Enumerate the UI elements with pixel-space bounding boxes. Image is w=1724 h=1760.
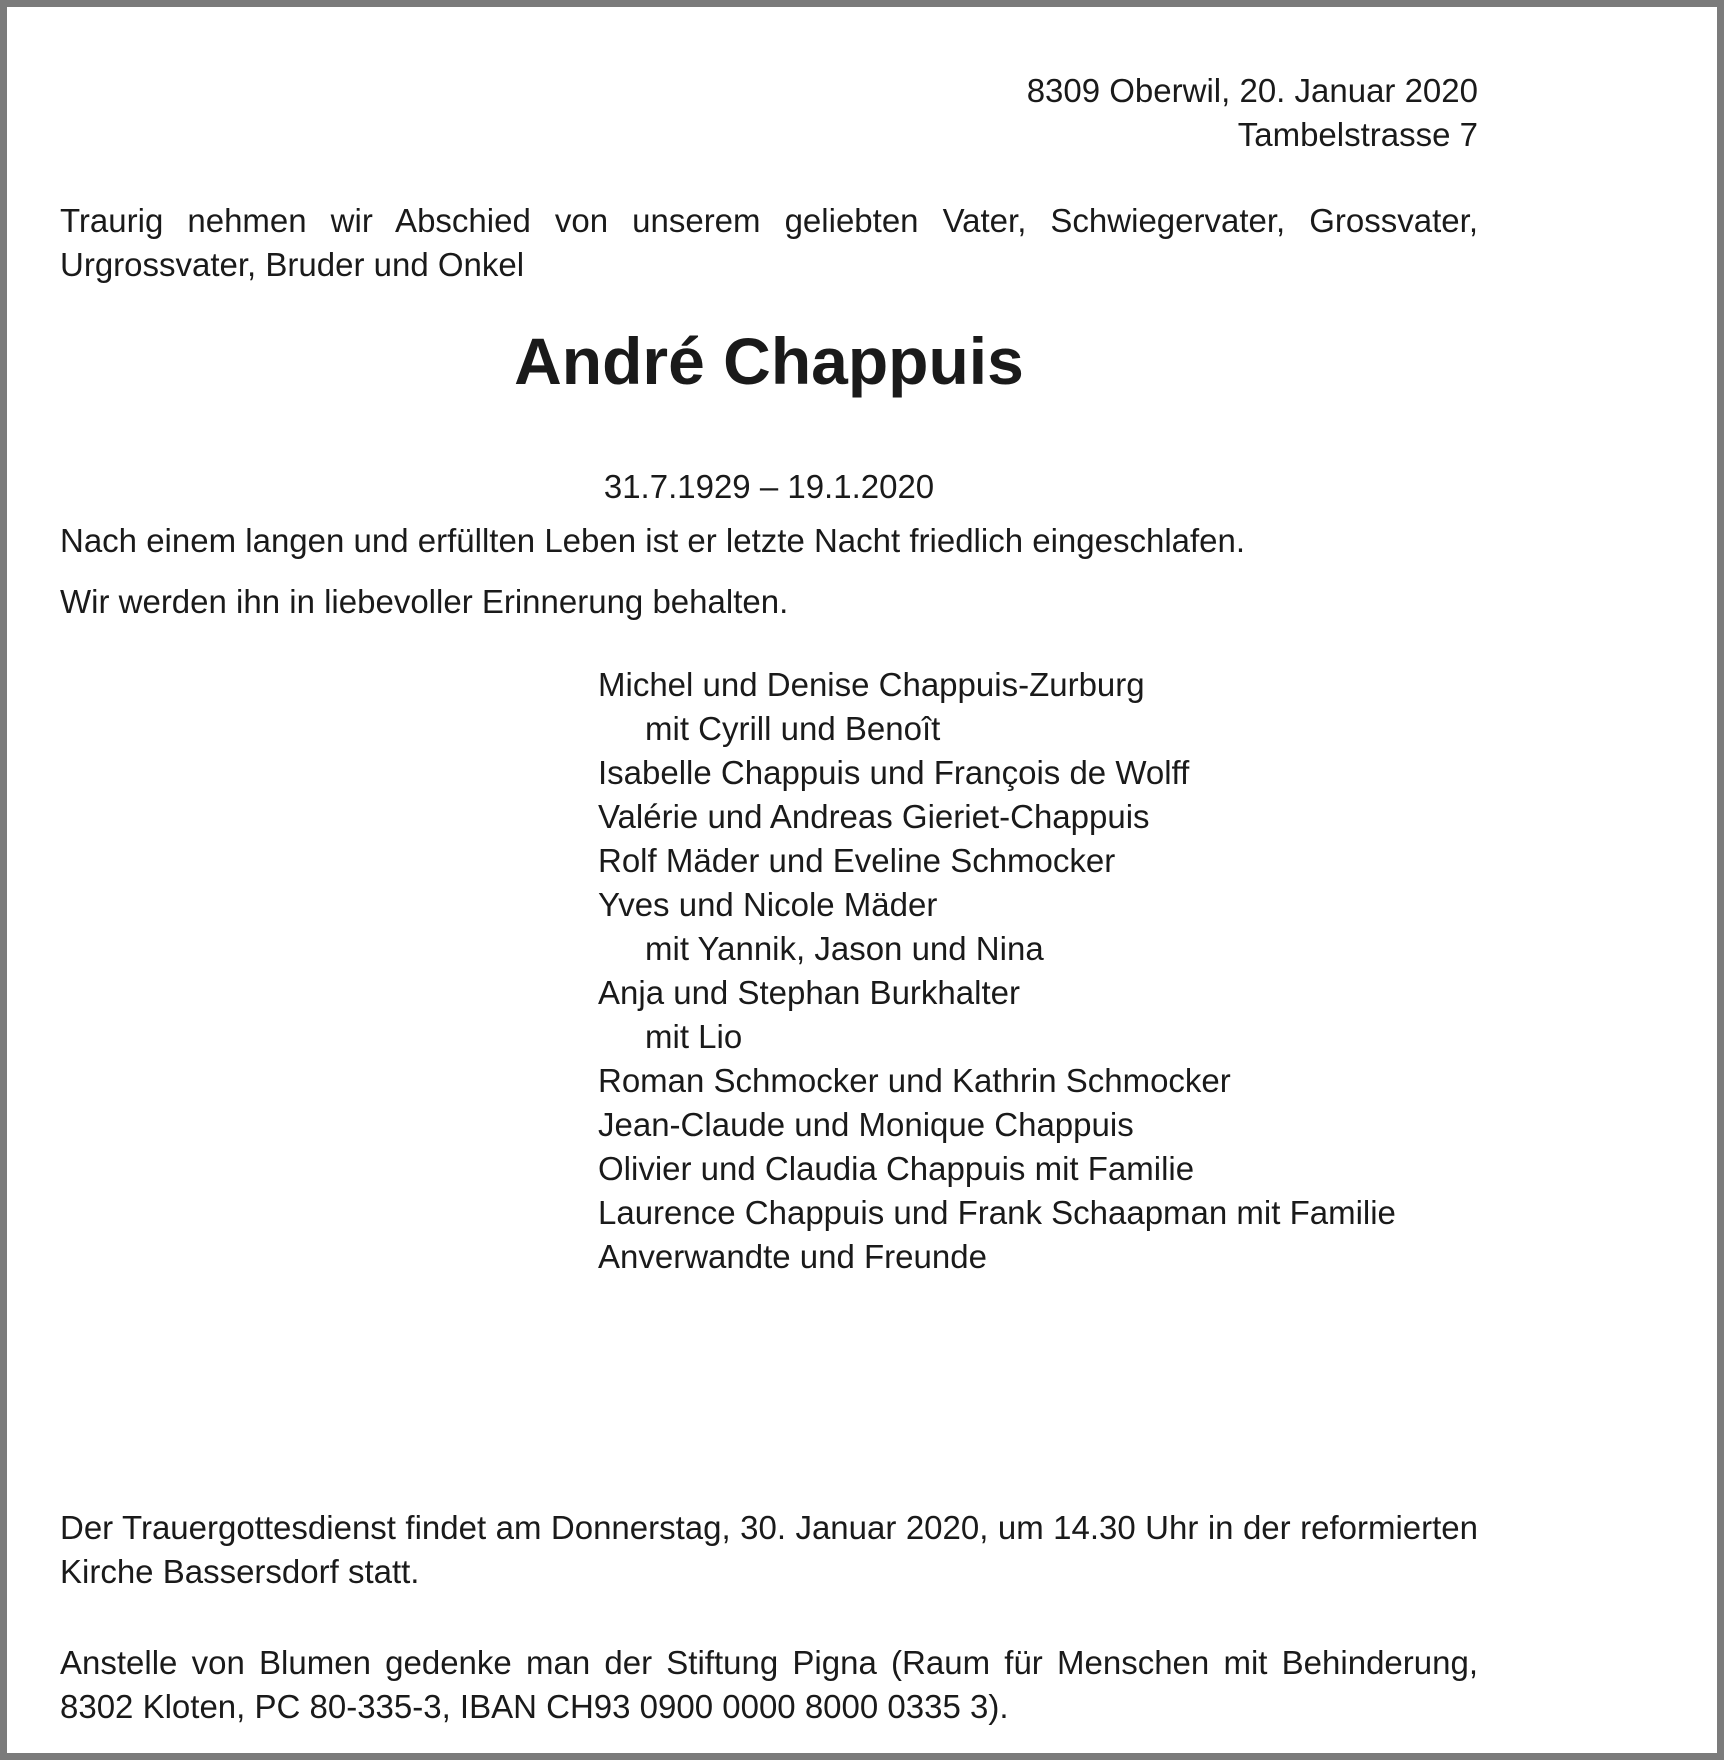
mourner-line: Valérie und Andreas Gieriet-Chappuis	[598, 798, 1150, 835]
mourner-line: Yves und Nicole Mäder	[598, 886, 938, 923]
service-paragraph: Der Trauergottesdienst findet am Donnerstag, 30. Januar 2020, um 14.30 Uhr in der reformierten Kirche Bassersdorf statt.	[60, 1509, 1478, 1590]
donation-paragraph: Anstelle von Blumen gedenke man der Stiftung Pigna (Raum für Menschen mit Behinderung, 8302 Kloten, PC 80-335-3, IBAN CH93 0900 0000 8000 0335 3).	[60, 1644, 1478, 1725]
mourner-line: Roman Schmocker und Kathrin Schmocker	[598, 1062, 1231, 1099]
dateline	[1027, 69, 1478, 157]
mourner-line: Rolf Mäder und Eveline Schmocker	[598, 842, 1116, 879]
mourner-list	[598, 663, 1498, 1279]
dateline-place-date: 8309 Oberwil, 20. Januar 2020	[1026, 72, 1478, 109]
mourner-line: Olivier und Claudia Chappuis mit Familie	[598, 1150, 1195, 1187]
mourner-line: mit Lio	[645, 1018, 743, 1055]
intro-paragraph: Traurig nehmen wir Abschied von unserem geliebten Vater, Schwiegervater, Grossvater, Urgrossvater, Bruder und Onkel	[60, 202, 1478, 283]
mourner-line: Anja und Stephan Burkhalter	[598, 974, 1020, 1011]
life-dates: 31.7.1929 – 19.1.2020	[603, 468, 935, 505]
mourner-line: Isabelle Chappuis und François de Wolff	[598, 754, 1190, 791]
mourner-line: mit Cyrill und Benoît	[645, 710, 941, 747]
mourner-line: Laurence Chappuis und Frank Schaapman mit Familie	[598, 1194, 1396, 1231]
deceased-name: André Chappuis	[514, 324, 1024, 398]
mourner-line: Michel und Denise Chappuis-Zurburg	[598, 666, 1145, 703]
remembrance-paragraph: Wir werden ihn in liebevoller Erinnerung behalten.	[60, 583, 789, 620]
mourner-line: mit Yannik, Jason und Nina	[645, 930, 1044, 967]
mourner-line: Anverwandte und Freunde	[598, 1238, 987, 1275]
passing-paragraph: Nach einem langen und erfüllten Leben ist er letzte Nacht friedlich eingeschlafen.	[60, 522, 1246, 559]
mourner-line: Jean-Claude und Monique Chappuis	[598, 1106, 1134, 1143]
dateline-street: Tambelstrasse 7	[1237, 116, 1478, 153]
